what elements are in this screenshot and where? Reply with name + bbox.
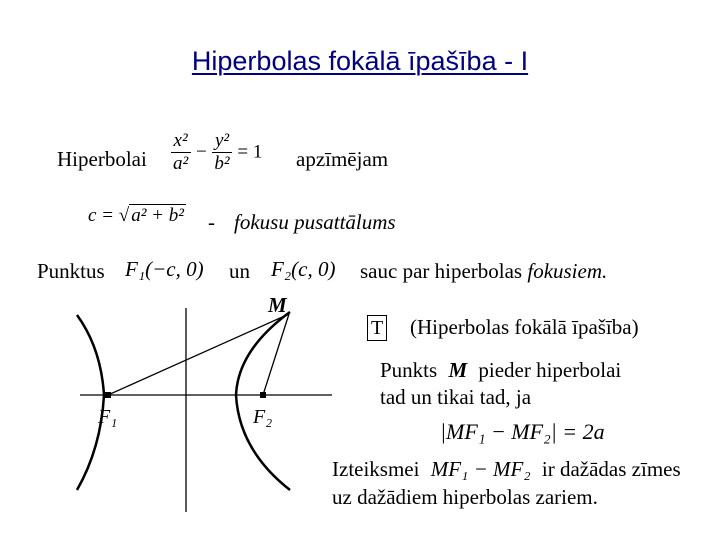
segment-mf2 [263,314,289,395]
focus2-point [260,392,266,398]
hyperbola-equation: $\frac{\text{x²}}{\text{a²}}$ − $\frac{\text{y²}}{\text{b²}}$ = 1 [170,130,262,175]
theorem-statement-line1: Punkts M pieder hiperbolai [380,358,622,382]
focus1-point [105,392,111,398]
focus1-coordinates: F₁(−c, 0) [125,257,204,281]
theorem-label: (Hiperbolas fokālā īpašība) [410,315,639,339]
focal-property-formula: |MF₁ − MF₂| = 2a [440,419,605,444]
remark-line2: uz dažādiem hiperbolas zariem. [332,485,598,509]
theorem-statement-line2: tad un tikai tad, ja [380,385,532,409]
foci-definition-text: sauc par hiperbolas fokusiem. [360,259,608,283]
point-m-label: M [268,293,287,317]
conjunction-text: un [229,259,250,283]
theorem-badge: T [367,315,387,341]
points-text: Punktus [37,259,105,283]
page-title: Hiperbolas fokālā īpašība - I [191,46,529,76]
left-branch [77,315,104,490]
focal-distance-label: fokusu pusattālums [234,210,396,234]
focus2-label: F₂ [253,406,273,428]
focus1-label: F₁ [98,406,118,428]
dash-separator: - [208,210,215,234]
intro-text: Hiperbolai [57,147,147,171]
right-branch [236,312,290,490]
remark-line1: Izteiksmei MF₁ − MF₂ ir dažādas zīmes [332,457,681,481]
hyperbola-diagram [0,290,340,515]
segment-mf1 [108,314,289,395]
notation-text: apzīmējam [296,147,389,171]
focus2-coordinates: F₂(c, 0) [271,257,336,281]
focal-distance-formula: c = √ a² + b² [88,205,184,226]
